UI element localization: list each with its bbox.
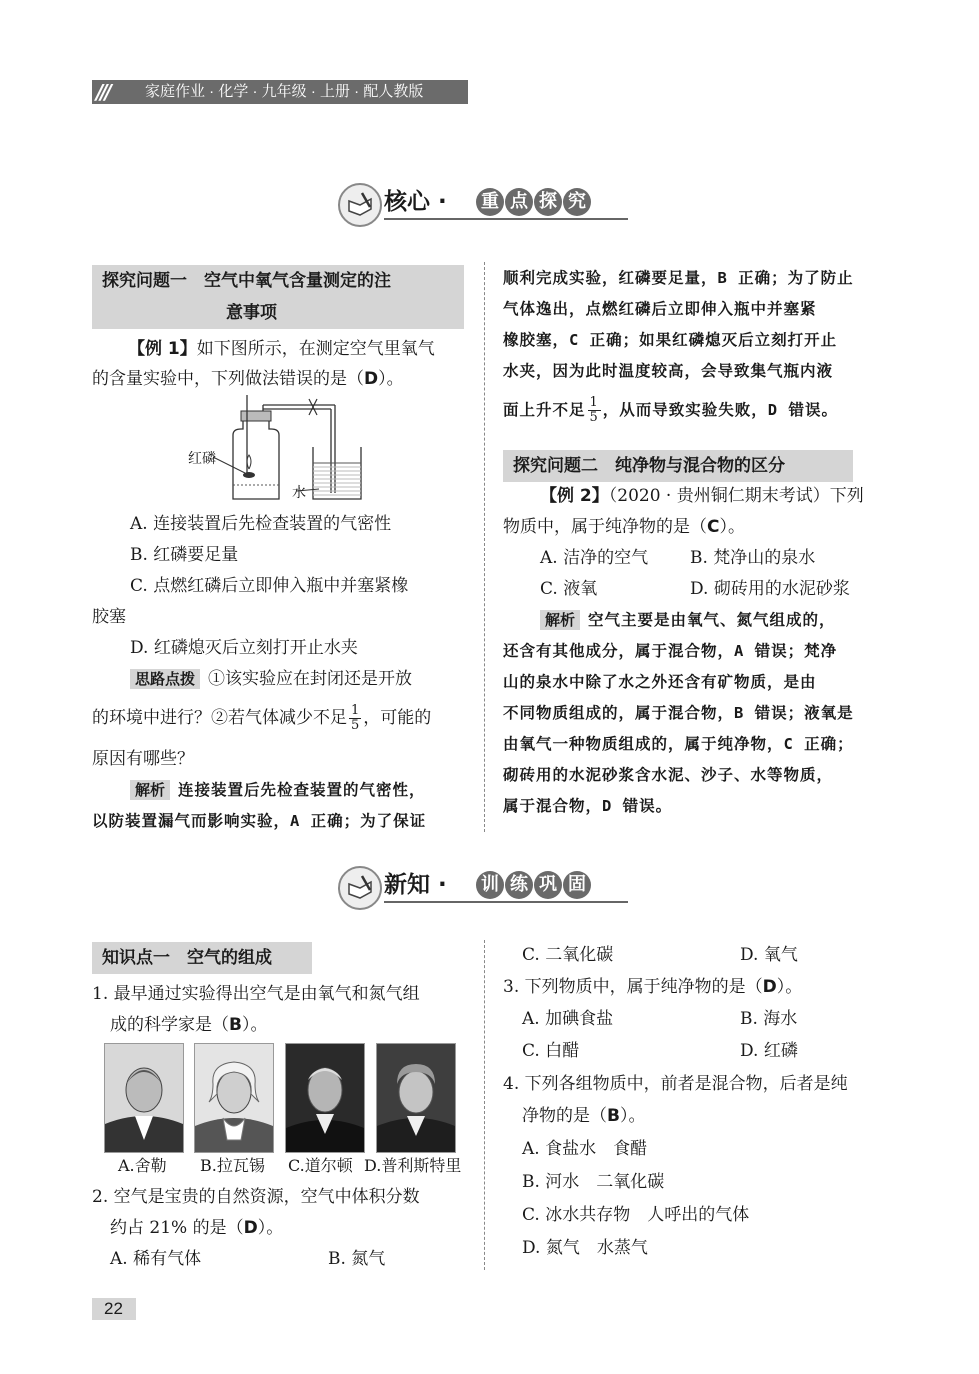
q1-analysis-line2: 以防装置漏气而影响实验，A 正确；为了保证	[92, 812, 427, 830]
q1-example-text2: 的含量实验中，下列做法错误的是（	[92, 369, 364, 389]
q1-hint-line2	[92, 703, 431, 733]
fraction-numerator: 1	[351, 703, 360, 718]
hint-tag: 思路点拨	[130, 669, 200, 689]
k1-q3-option-c: C. 白醋	[522, 1041, 580, 1061]
q2-option-a: A. 洁净的空气	[540, 548, 649, 568]
fig-label-phosphorus: 红磷	[188, 451, 216, 467]
k1-q1-answer: B	[229, 1015, 242, 1035]
q1-option-c-line1: C. 点燃红磷后立即伸入瓶中并塞紧橡	[130, 576, 409, 596]
caption-a: A.舍勒	[118, 1156, 167, 1175]
section-badge-char: 固	[563, 871, 591, 899]
section-title-new: 新知 ·	[384, 872, 447, 898]
fig-label-water: 水	[292, 485, 306, 501]
k1-q3-answer: D	[762, 977, 777, 997]
k1-q2-answer: D	[243, 1218, 258, 1238]
k1-q1-line1: 1. 最早通过实验得出空气是由氧气和氮气组	[92, 984, 420, 1004]
book-pencil-icon	[338, 866, 382, 910]
k1-q1-text2: ）。	[241, 1015, 268, 1035]
q2-analysis-line4: 不同物质组成的，属于混合物，B 错误；液氧是	[503, 704, 854, 722]
q1-example-text3: ）。	[378, 369, 404, 389]
q1-analysis-r5-post: ，从而导致实验失败，D 错误。	[602, 401, 838, 419]
q1-analysis-r5-pre: 面上升不足	[503, 401, 586, 419]
k1-q1-text: 成的科学家是（	[110, 1015, 229, 1035]
q1-analysis-r1: 顺利完成实验，红磷要足量，B 正确；为了防止	[503, 269, 854, 287]
k1-q2-option-c: C. 二氧化碳	[522, 945, 614, 965]
k1-q4-line2	[522, 1101, 645, 1131]
q1-option-c-line2: 胶塞	[92, 607, 126, 627]
q1-analysis-text1: 连接装置后先检查装置的气密性，	[178, 781, 426, 799]
q1-analysis-r4: 水夹，因为此时温度较高，会导致集气瓶内液	[503, 362, 834, 380]
k1-q1-line2	[110, 1010, 267, 1040]
k1-q4-answer: B	[607, 1106, 620, 1126]
q1-option-a: A. 连接装置后先检查装置的气密性	[130, 514, 392, 534]
fraction-one-fifth	[349, 704, 361, 733]
q2-example-label: 【例 2】	[540, 486, 609, 506]
q2-title-box: 探究问题二 纯净物与混合物的区分	[503, 450, 853, 482]
q1-option-b: B. 红磷要足量	[130, 545, 239, 565]
section-underline	[384, 901, 628, 903]
k1-q2-option-b: B. 氮气	[328, 1249, 386, 1269]
k1-q2-line1: 2. 空气是宝贵的自然资源，空气中体积分数	[92, 1187, 420, 1207]
k1-q2-text2: ）。	[257, 1218, 284, 1238]
q1-title-line1: 探究问题一 空气中氧气含量测定的注	[102, 271, 391, 291]
q2-example-text: （2020 · 贵州铜仁期末考试）下列	[608, 486, 864, 506]
hint-text2: 的环境中进行？②若气体减少不足	[92, 708, 347, 728]
q2-example-text2: 物质中，属于纯净物的是（	[503, 517, 707, 537]
section-badge-char: 练	[505, 871, 533, 899]
q2-analysis-line7: 属于混合物，D 错误。	[503, 797, 673, 815]
k1-q4-option-b: B. 河水 二氧化碳	[522, 1172, 665, 1192]
q1-option-d: D. 红磷熄灭后立刻打开止水夹	[130, 638, 358, 658]
fraction-denominator: 5	[589, 410, 599, 425]
k1-q4-option-d: D. 氮气 水蒸气	[522, 1238, 648, 1258]
hint-text3: ，可能的	[363, 708, 432, 728]
q1-example-line2	[92, 364, 404, 394]
k1-q2-line2	[110, 1213, 283, 1243]
section-title-core: 核心 ·	[384, 189, 447, 215]
portrait-priestley	[376, 1043, 456, 1153]
column-divider	[484, 262, 485, 832]
k1-q3-option-a: A. 加碘食盐	[522, 1009, 614, 1029]
analysis-tag: 解析	[130, 780, 170, 800]
page-number: 22	[104, 1299, 123, 1318]
q1-analysis-r3: 橡胶塞，C 正确；如果红磷熄灭后立刻打开止	[503, 331, 838, 349]
q2-analysis-line2: 还含有其他成分，属于混合物，A 错误；梵净	[503, 642, 838, 660]
portrait-dalton	[285, 1043, 365, 1153]
q1-hint-line1	[130, 664, 412, 694]
section-badge-char: 巩	[534, 871, 562, 899]
column-divider	[484, 940, 485, 1270]
k1-q2-option-d: D. 氧气	[740, 945, 798, 965]
section-badge-char: 点	[505, 188, 533, 216]
q2-example-answer: C	[707, 517, 720, 537]
q1-title-line2: 意事项	[226, 303, 277, 323]
q2-analysis-line5: 由氧气一种物质组成的，属于纯净物，C 正确；	[503, 735, 854, 753]
section-badge-char: 训	[476, 871, 504, 899]
q1-analysis-line1	[130, 775, 426, 805]
caption-c: C.道尔顿	[288, 1156, 353, 1175]
q1-analysis-r2: 气体逸出，点燃红磷后立即伸入瓶中并塞紧	[503, 300, 817, 318]
book-pencil-icon	[338, 183, 382, 227]
portrait-scheele	[104, 1043, 184, 1153]
k1-q3-text: 3. 下列物质中，属于纯净物的是（	[503, 977, 763, 997]
k1-q4-option-c: C. 冰水共存物 人呼出的气体	[522, 1205, 750, 1225]
section-underline	[384, 218, 628, 220]
q1-hint-line3: 原因有哪些？	[92, 749, 194, 769]
k1-q2-text: 约占 21% 的是（	[110, 1218, 244, 1238]
k1-q4-text2: ）。	[619, 1106, 646, 1126]
caption-d: D.普利斯特里	[364, 1156, 462, 1175]
q1-example-answer: D	[364, 369, 379, 389]
caption-b: B.拉瓦锡	[200, 1156, 265, 1175]
q2-analysis-line3: 山的泉水中除了水之外还含有矿物质，是由	[503, 673, 817, 691]
fraction-numerator: 1	[589, 395, 599, 410]
q1-title-box	[92, 265, 464, 329]
k1-title-box: 知识点一 空气的组成	[92, 942, 312, 974]
header-text: 家庭作业 · 化学 · 九年级 · 上册 · 配人教版	[145, 83, 424, 100]
header-slashes: ///	[96, 80, 109, 104]
k1-q3-option-b: B. 海水	[740, 1009, 798, 1029]
q1-example-text: 如下图所示，在测定空气里氧气	[196, 339, 435, 359]
k1-q3-line	[503, 972, 802, 1002]
k1-q4-line1: 4. 下列各组物质中，前者是混合物，后者是纯	[503, 1074, 848, 1094]
fraction-one-fifth-2	[588, 396, 601, 425]
q2-analysis-text1: 空气主要是由氧气、氮气组成的，	[588, 611, 836, 629]
section-title-new-badges	[476, 871, 592, 899]
k1-q4-option-a: A. 食盐水 食醋	[522, 1139, 648, 1159]
q2-analysis-line1	[540, 605, 836, 635]
q2-example-line2	[503, 512, 745, 542]
q1-example-label: 【例 1】	[128, 339, 197, 359]
k1-q3-text2: ）。	[776, 977, 803, 997]
q2-option-d: D. 砌砖用的水泥砂浆	[690, 579, 850, 599]
section-badge-char: 重	[476, 188, 504, 216]
hint-text1: ①该实验应在封闭还是开放	[208, 669, 413, 689]
section-badge-char: 探	[534, 188, 562, 216]
section-title-core-badges	[476, 188, 592, 216]
portrait-lavoisier	[194, 1043, 274, 1153]
fraction-denominator: 5	[351, 718, 360, 733]
analysis-tag: 解析	[540, 610, 580, 630]
q2-analysis-line6: 砌砖用的水泥砂浆含水泥、沙子、水等物质，	[503, 766, 834, 784]
q2-option-b: B. 梵净山的泉水	[690, 548, 816, 568]
k1-q3-option-d: D. 红磷	[740, 1041, 798, 1061]
k1-q2-option-a: A. 稀有气体	[110, 1249, 202, 1269]
q2-example-text3: ）。	[719, 517, 745, 537]
q2-example-line1	[540, 481, 864, 511]
section-badge-char: 究	[563, 188, 591, 216]
q2-option-c: C. 液氧	[540, 579, 598, 599]
q1-example-line1	[128, 334, 435, 364]
q1-analysis-r5	[503, 395, 838, 425]
k1-q4-text: 净物的是（	[522, 1106, 607, 1126]
